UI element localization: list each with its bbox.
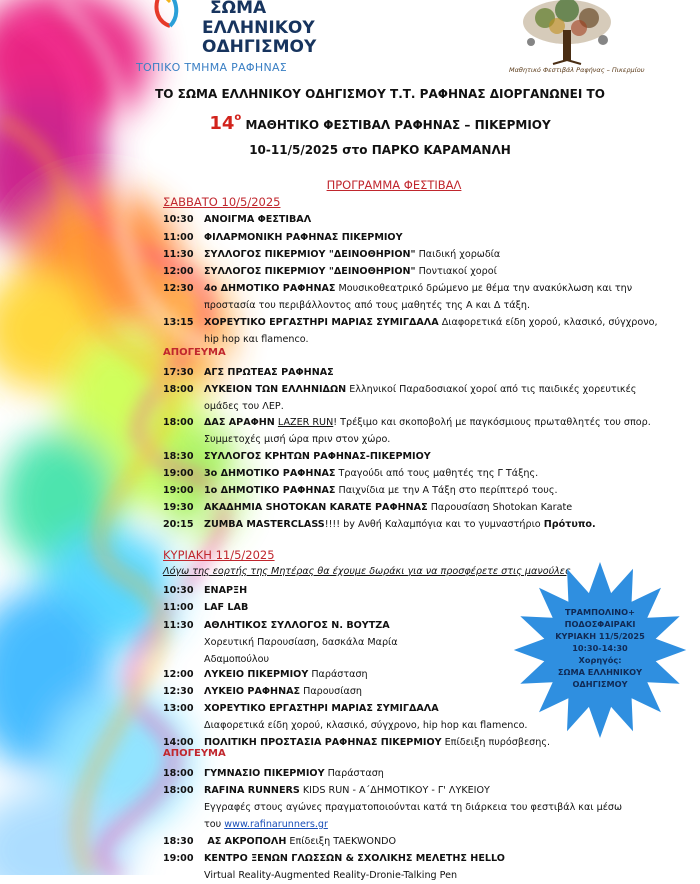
schedule-row [163,465,693,482]
program-title: ΠΡΟΓΡΑΜΜΑ ΦΕΣΤΙΒΑΛ [326,178,462,192]
row-performer: ΦΙΛΑΡΜΟΝΙΚΗ ΡΑΦΗΝΑΣ ΠΙΚΕΡΜΙΟΥ [204,232,403,243]
row-time: 12:00 [163,669,194,680]
row-performer: 1ο ΔΗΜΟΤΙΚΟ ΡΑΦΗΝΑΣ [204,485,336,496]
row-performer: ΚΕΝΤΡΟ ΞΕΝΩΝ ΓΛΩΣΣΩΝ & ΣΧΟΛΙΚΗΣ ΜΕΛΕΤΗΣ HELLO [204,853,505,864]
saturday-afternoon-label: ΑΠΟΓΕΥΜΑ [163,347,226,358]
row-time: 13:15 [163,317,194,328]
row-performer: 3ο ΔΗΜΟΤΙΚΟ ΡΑΦΗΝΑΣ [204,468,336,479]
row-description: Παιδική χορωδία [415,249,501,260]
edition-number: $14^o$ [209,112,242,134]
row-performer: ΑΝΟΙΓΜΑ ΦΕΣΤΙΒΑΛ [204,214,312,225]
row-performer: ΠΟΛΙΤΙΚΗ ΠΡΟΣΤΑΣΙΑ ΡΑΦΗΝΑΣ ΠΙΚΕΡΜΙΟΥ [204,737,442,748]
row-time: 11:30 [163,249,194,260]
sunday-title: ΚΥΡΙΑΚΗ 11/5/2025 [163,548,275,562]
row-time: 19:00 [163,485,194,496]
row-time: 19:30 [163,502,194,513]
row-time: 10:30 [163,585,194,596]
row-performer: ΣΥΛΛΟΓΟΣ ΚΡΗΤΩΝ ΡΑΦΗΝΑΣ-ΠΙΚΕΡΜΙΟΥ [204,451,431,462]
row-performer: RAFINA RUNNERS [204,785,300,796]
festival-title [0,112,700,134]
row-performer: ΑΚΑΔΗΜΙΑ SHOTOKAN KARATE ΡΑΦΗΝΑΣ [204,502,428,513]
saturday-title: ΣΑΒΒΑΤΟ 10/5/2025 [163,195,281,209]
row-time: 18:00 [163,384,194,395]
row-description: Παιχνίδια με την Α Τάξη στο περίπτερό τους. [335,485,558,496]
sunday-afternoon-label: ΑΠΟΓΕΥΜΑ [163,748,226,759]
logo-line-2: ΕΛΛΗΝΙΚΟΥ [202,18,315,38]
row-time: 11:00 [163,232,194,243]
row-time: 12:30 [163,686,194,697]
festival-dates: 10-11/5/2025 στο ΠΑΡΚΟ ΚΑΡΑΜΑΝΛΗ [249,143,511,157]
schedule-row [163,482,693,499]
row-time: 19:00 [163,853,194,864]
row-description: Ελληνικοί Παραδοσιακοί χοροί από τις παιδικές χορευτικές [346,384,637,395]
row-performer: ΔΑΣ ΑΡΑΦΗΝ [204,417,275,428]
row-time: 17:30 [163,367,194,378]
row-continuation: Χορευτική Παρουσίαση, δασκάλα Μαρία [204,637,398,648]
row-time: 12:00 [163,266,194,277]
organizer-line: ΤΟ ΣΩΜΑ ΕΛΛΗΝΙΚΟΥ ΟΔΗΓΙΣΜΟΥ Τ.Τ. ΡΑΦΗΝΑΣ ΔΙΟΡΓΑΝΩΝΕΙ ΤΟ [155,87,605,101]
row-time: 11:00 [163,602,194,613]
row-link-line: του www.rafinarunners.gr [204,819,328,830]
row-description: Παράσταση [324,768,384,779]
logo-line-1: ΣΩΜΑ [210,0,267,18]
row-performer: ΛΥΚΕΙΟΝ ΤΩΝ ΕΛΛΗΝΙΔΩΝ [204,384,347,395]
schedule-row [163,782,693,833]
schedule-row [163,246,693,263]
row-continuation: προστασία του περιβάλλοντος από τους μαθητές της Α και Δ τάξη. [204,300,531,311]
schedule-row [163,381,693,415]
row-performer: ΧΟΡΕΥΤΙΚΟ ΕΡΓΑΣΤΗΡΙ ΜΑΡΙΑΣ ΣΥΜΙΓΔΑΛΑ [204,703,439,714]
logo-line-3: ΟΔΗΓΙΣΜΟΥ [202,37,317,57]
schedule-row [163,229,693,246]
row-time: 20:15 [163,519,194,530]
row-performer: ΕΝΑΡΞΗ [204,585,248,596]
row-time: 18:30 [163,836,194,847]
schedule-row [163,364,693,381]
row-description: KIDS RUN - Α΄ΔΗΜΟΤΙΚΟΥ - Γ' ΛΥΚΕΙΟΥ [299,785,490,796]
row-description: Διαφορετικά είδη χορού, κλασικό, σύγχρονο, [438,317,658,328]
schedule-row [163,850,693,884]
row-performer: ΣΥΛΛΟΓΟΣ ΠΙΚΕΡΜΙΟΥ "ΔΕΙΝΟΘΗΡΙΟΝ" [204,266,416,277]
row-continuation-2: Αδαμοπούλου [204,654,270,665]
mothers-day-note: Λόγω της εορτής της Μητέρας θα έχουμε δωράκι για να προσφέρετε στις μανούλες [163,566,571,577]
star-badge-text [548,606,652,690]
row-description: Παρουσίαση Shotokan Karate [427,502,573,513]
schedule-row [163,414,693,448]
logo-subtitle: ΤΟΠΙΚΟ ΤΜΗΜΑ ΡΑΦΗΝΑΣ [136,61,288,74]
row-continuation: ομάδες του ΛΕΡ. [204,401,284,412]
star-line-7: ΟΔΗΓΙΣΜΟΥ [572,679,628,689]
festival-name: ΜΑΘΗΤΙΚΟ ΦΕΣΤΙΒΑΛ ΡΑΦΗΝΑΣ – ΠΙΚΕΡΜΙΟΥ [245,118,551,132]
row-performer: ZUMBA MASTERCLASS [204,519,325,530]
row-description: Τραγούδι από τους μαθητές της Γ Τάξης. [335,468,539,479]
star-line-6: ΣΩΜΑ ΕΛΛΗΝΙΚΟΥ [557,667,643,677]
schedule-row [163,314,693,348]
row-time: 14:00 [163,737,194,748]
row-continuation: hip hop και flamenco. [204,334,309,345]
schedule-row [163,765,693,782]
row-performer: ΛΥΚΕΙΟ ΠΙΚΕΡΜΙΟΥ [204,669,309,680]
schedule-row [163,263,693,280]
row-performer: ΣΥΛΛΟΓΟΣ ΠΙΚΕΡΜΙΟΥ "ΔΕΙΝΟΘΗΡΙΟΝ" [204,249,416,260]
row-performer: ΑΣ ΑΚΡΟΠΟΛΗ [204,836,287,847]
row-time: 13:00 [163,703,194,714]
schedule-row [163,211,693,228]
row-description: Παρουσίαση [300,686,362,697]
lazer-run-label: LAZER RUN [277,417,334,428]
star-line-1: ΤΡΑΜΠΟΛΙΝΟ+ [565,607,635,617]
schedule-row [163,280,693,314]
row-performer: LAF LAB [204,602,249,613]
row-performer: ΧΟΡΕΥΤΙΚΟ ΕΡΓΑΣΤΗΡΙ ΜΑΡΙΑΣ ΣΥΜΙΓΔΑΛΑ [204,317,439,328]
row-description: Ποντιακοί χοροί [415,266,497,277]
row-performer: ΑΓΣ ΠΡΩΤΕΑΣ ΡΑΦΗΝΑΣ [204,367,334,378]
star-line-5: Χορηγός: [578,655,622,665]
schedule-row [163,448,693,465]
schedule-row [163,833,693,850]
row-continuation: Εγγραφές στους αγώνες πραγματοποιούνται κατά τη διάρκεια του φεστιβάλ και μέσω [204,802,622,813]
festival-logo-caption: Μαθητικό Φεστιβάλ Ραφήνας – Πικερμίου [509,66,645,74]
row-performer: ΑΘΛΗΤΙΚΟΣ ΣΥΛΛΟΓΟΣ Ν. ΒΟΥΤΖΑ [204,620,390,631]
schedule-row [163,499,693,516]
row-description: Επίδειξη TAEKWONDO [286,836,397,847]
row-time: 18:00 [163,768,194,779]
star-line-3: ΚΥΡΙΑΚΗ 11/5/2025 [555,631,645,641]
row-time: 18:00 [163,785,194,796]
row-performer: ΛΥΚΕΙΟ ΡΑΦΗΝΑΣ [204,686,301,697]
row-description: !!!! by Ανθή Καλαμπόγια και το γυμναστήριο [324,519,544,530]
star-line-4: 10:30-14:30 [572,643,628,653]
row-description: Επίδειξη πυρόσβεσης. [441,737,550,748]
row-time: 19:00 [163,468,194,479]
row-description: ! Τρέξιμο και σκοποβολή με παγκόσμιους πρωταθλητές του σπορ. [333,417,651,428]
row-description: Παράσταση [308,669,368,680]
row-time: 18:30 [163,451,194,462]
rafina-runners-link[interactable]: www.rafinarunners.gr [224,819,328,830]
row-performer: ΓΥΜΝΑΣΙΟ ΠΙΚΕΡΜΙΟΥ [204,768,325,779]
row-time: 18:00 [163,417,194,428]
row-time: 11:30 [163,620,194,631]
row-continuation: Συμμετοχές μισή ώρα πριν στον χώρο. [204,434,391,445]
row-tail: Πρότυπο. [543,519,596,530]
row-continuation: Virtual Reality-Augmented Reality-Dronie-Talking Pen [204,870,458,881]
row-continuation: Διαφορετικά είδη χορού, κλασικό, σύγχρονο, hip hop και flamenco. [204,720,528,731]
row-description: Μουσικοθεατρικό δρώμενο με θέμα την ανακύκλωση και την [335,283,633,294]
row-performer: 4ο ΔΗΜΟΤΙΚΟ ΡΑΦΗΝΑΣ [204,283,336,294]
row-time: 10:30 [163,214,194,225]
row-time: 12:30 [163,283,194,294]
star-line-2: ΠΟΔΟΣΦΑΙΡΑΚΙ [564,619,636,629]
schedule-row [163,516,693,533]
